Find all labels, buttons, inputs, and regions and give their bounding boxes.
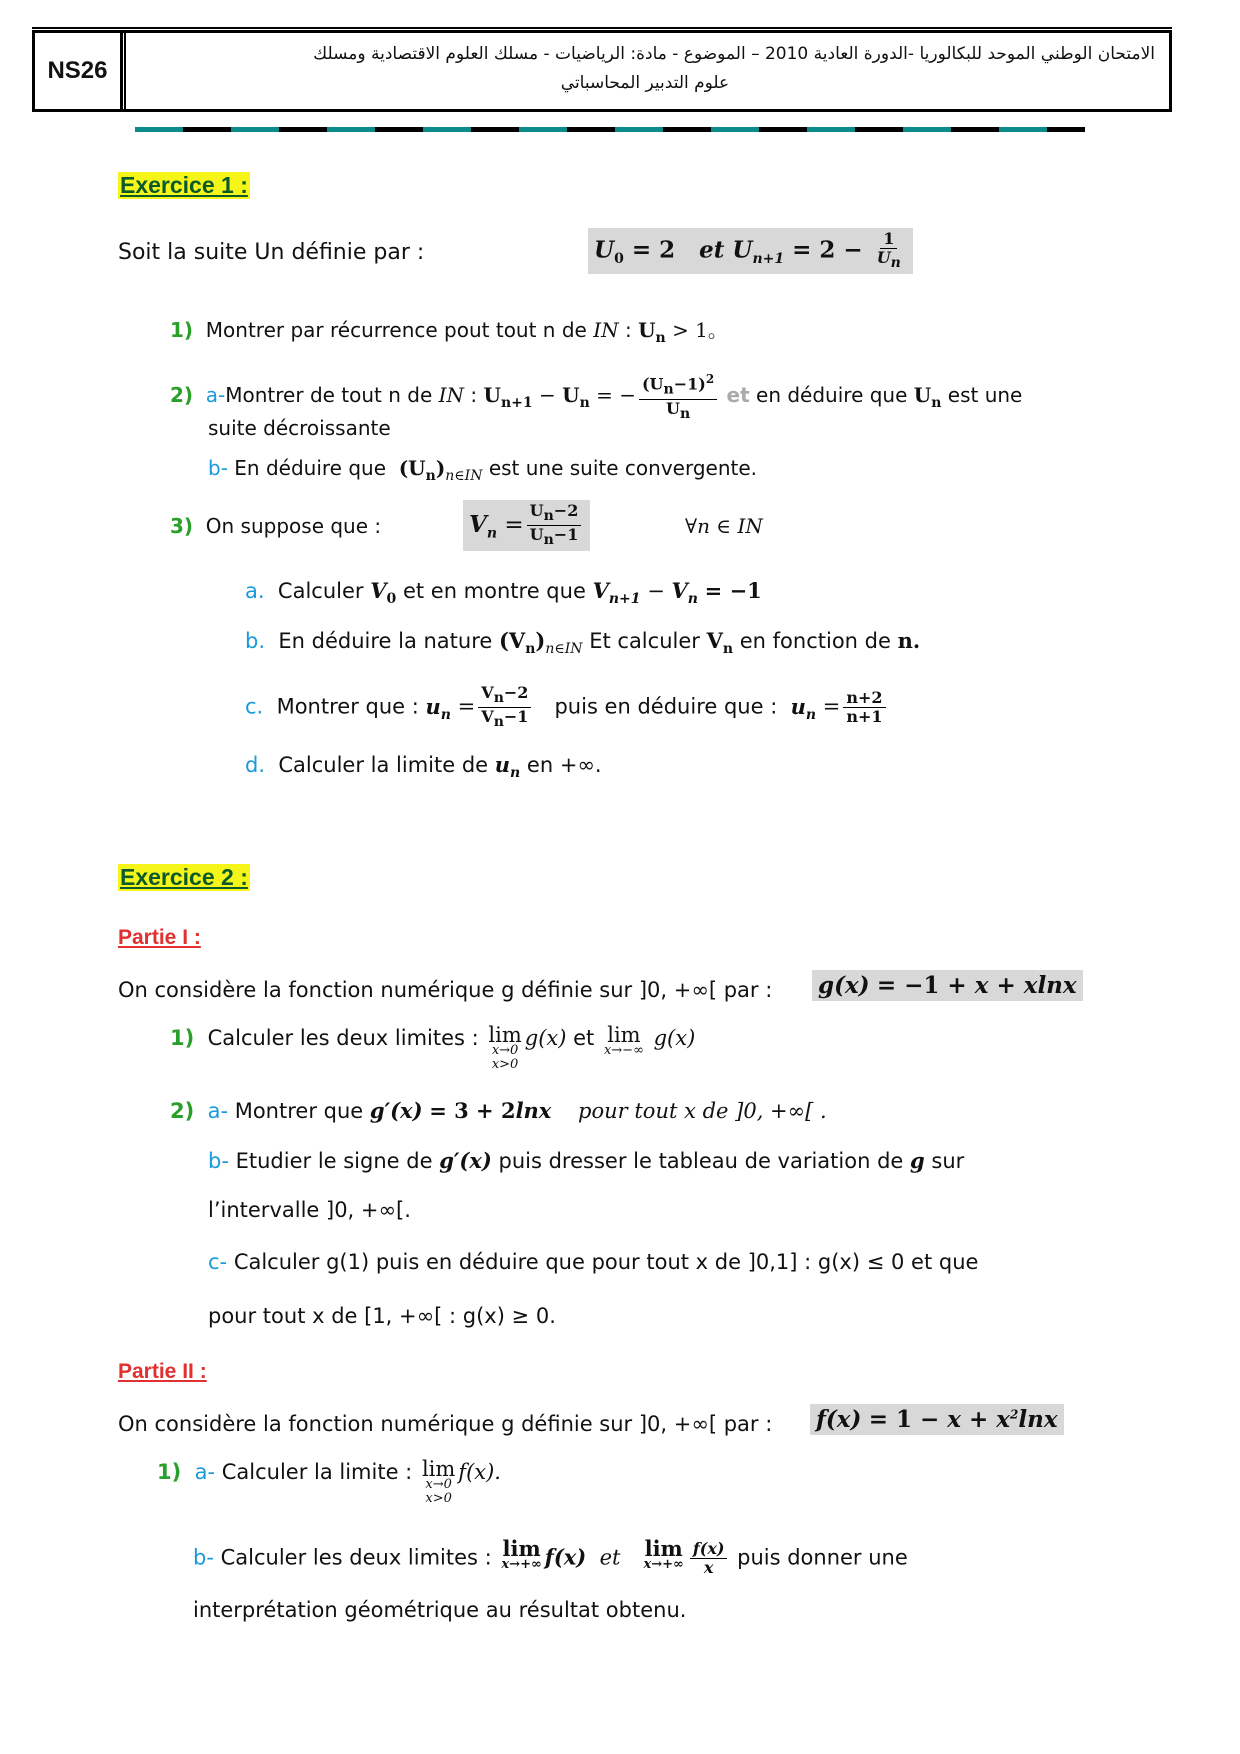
ex1-q2-number: 2) bbox=[170, 382, 194, 407]
exam-title-line1: الامتحان الوطني الموحد للبكالوريا -الدورة العادية 2010 – الموضوع - مادة: الرياضيات - مسلك العلوم الاقتصادية ومسلك bbox=[313, 44, 1155, 64]
ex1-q2a: 2) a-Montrer de tout n de IN : $U_{n+1} - U_n$ = − $\frac{(U_n-1)^2}{U_n}$ et en déduire que $U_n$ est une bbox=[170, 372, 1023, 422]
ex1-q3c-mid: puis en déduire que : bbox=[554, 694, 778, 719]
ex2-p2-q1b-text: Calculer les deux limites : bbox=[220, 1545, 492, 1570]
ex1-q3 bbox=[170, 514, 381, 538]
ex2-p2-q1a: 1) a- Calculer la limite : lim x→0 x>0 f(x). bbox=[157, 1457, 501, 1506]
exam-title-line2: علوم التدبير المحاسباتي bbox=[560, 73, 730, 93]
exercise-1-title: Exercice 1 : bbox=[120, 172, 248, 198]
header-separator bbox=[135, 127, 1085, 132]
ex2-p2-intro: On considère la fonction numérique g définie sur ]0, +∞[ par : bbox=[118, 1412, 773, 1436]
ex2-p1-q2b-text: Etudier le signe de bbox=[235, 1149, 433, 1173]
ex2-p1-q2a-end: pour tout x de ]0, +∞[ . bbox=[578, 1099, 827, 1123]
ex1-q3-text: On suppose que : bbox=[205, 514, 382, 538]
ex2-p2-q1a-label: a- bbox=[194, 1460, 216, 1484]
ex1-intro-text: Soit la suite Un définie par : bbox=[118, 240, 425, 265]
ex1-q3a: a. Calculer $V_0$ et en montre que $V_{n+1} - V_n = -1$ bbox=[245, 578, 762, 608]
ex2-p1-intro: On considère la fonction numérique g définie sur ]0, +∞[ par : bbox=[118, 978, 773, 1002]
ex2-p2-q1b-cont: interprétation géométrique au résultat obtenu. bbox=[193, 1598, 687, 1622]
ex2-p1-q1-number: 1) bbox=[170, 1026, 195, 1050]
ex2-p1-q2c-text: Calculer g(1) puis en déduire que pour tout x de ]0,1] : g(x) ≤ 0 et que bbox=[233, 1250, 979, 1274]
ex2-p1-q1-mid: et bbox=[573, 1026, 595, 1050]
ex1-q1-number: 1) bbox=[170, 318, 194, 342]
ex2-p2-q1b-label: b- bbox=[193, 1545, 214, 1570]
ex2-p2-q1a-text: Calculer la limite : bbox=[221, 1460, 413, 1484]
ex1-q2a-end: en déduire que bbox=[756, 382, 908, 407]
header-top-rule bbox=[32, 27, 1172, 29]
ex1-q3b-mid: Et calculer bbox=[589, 629, 700, 653]
ex1-q2a-text: Montrer de tout n de bbox=[225, 382, 433, 407]
ex1-q2b: b- En déduire que $(U_n)_{n\in IN}$ est une suite convergente. bbox=[208, 456, 758, 484]
ex1-q3d: d. Calculer la limite de $u_n$ en +∞. bbox=[245, 752, 602, 782]
ex2-p1-q2b-end: sur bbox=[931, 1149, 965, 1173]
ex1-q3b-end: en fonction de bbox=[739, 629, 891, 653]
ex1-q3-number: 3) bbox=[170, 514, 194, 538]
ex1-q3b: b. En déduire la nature $(V_n)_{n\in IN}$ Et calculer $V_n$ en fonction de n. bbox=[245, 628, 921, 658]
ex2-f-definition: $f(x) = 1 - x + x^2\ln x$ bbox=[810, 1404, 1064, 1435]
ex1-q3b-text: En déduire la nature bbox=[278, 629, 493, 653]
ex1-q2b-text: En déduire que bbox=[234, 456, 386, 480]
header-divider bbox=[124, 33, 126, 109]
ex1-q3d-end: en +∞. bbox=[526, 753, 602, 777]
ex1-vn-definition: $V_n$ = $\frac{U_n-2}{U_n-1}$ bbox=[463, 500, 590, 551]
ex1-q3-forall: ∀n ∈ IN bbox=[685, 514, 763, 538]
exam-header bbox=[32, 30, 1172, 112]
ex2-p1-q2c bbox=[208, 1250, 978, 1274]
ex1-q3c-text: Montrer que : bbox=[276, 694, 419, 719]
ex2-p1-q2b: b- Etudier le signe de g′(x) puis dresser le tableau de variation de g sur bbox=[208, 1148, 965, 1173]
ex2-p1-q2-number: 2) bbox=[170, 1099, 195, 1123]
ex1-q2b-end: est une suite convergente. bbox=[488, 456, 758, 480]
exercise-2-title: Exercice 2 : bbox=[120, 864, 248, 890]
ex1-q3a-text: Calculer bbox=[277, 579, 364, 603]
ex1-q3c: c. Montrer que : $u_n$ = $\frac{V_n-2}{V_n-1}$ puis en déduire que : $u_n$ = $\frac{n+2}{n+1}$ bbox=[245, 684, 889, 731]
ex1-q1-text: Montrer par récurrence pout tout n de bbox=[205, 318, 587, 342]
ex2-p1-q2a: 2) a- Montrer que g′(x) = 3 + 2lnx pour tout x de ]0, +∞[ . bbox=[170, 1098, 827, 1123]
ex1-q3d-label: d. bbox=[245, 753, 266, 777]
ex1-q2b-label: b- bbox=[208, 456, 228, 480]
ex2-partie-1-title: Partie I : bbox=[118, 926, 201, 949]
ex2-g-definition: g(x) = −1 + x + xlnx bbox=[812, 970, 1083, 1001]
ex2-p1-q2a-label: a- bbox=[207, 1099, 229, 1123]
ex2-p1-q2c-label: c- bbox=[208, 1250, 228, 1274]
ex1-q2a-end2: est une bbox=[947, 382, 1023, 407]
ex1-intro bbox=[118, 240, 424, 265]
ex1-q3d-text: Calculer la limite de bbox=[278, 753, 489, 777]
ex1-q3c-label: c. bbox=[245, 694, 264, 719]
ex2-p1-q2b-label: b- bbox=[208, 1149, 229, 1173]
ex1-q3a-mid: et en montre que bbox=[402, 579, 586, 603]
ex1-q2a-label: a- bbox=[205, 382, 226, 407]
ex2-p2-q1b: b- Calculer les deux limites : lim x→+∞ f(x) et lim x→+∞ $\frac{f(x)}{x}$ puis donner une bbox=[193, 1536, 908, 1577]
ex2-p1-q2c-cont: pour tout x de [1, +∞[ : g(x) ≥ 0. bbox=[208, 1304, 556, 1328]
ex1-q3a-label: a. bbox=[245, 579, 265, 603]
ex2-partie-2-title: Partie II : bbox=[118, 1360, 207, 1383]
ex2-p1-q2b-cont: l’intervalle ]0, +∞[. bbox=[208, 1198, 411, 1222]
ex1-q3b-label: b. bbox=[245, 629, 266, 653]
ex1-q2a-et: et bbox=[726, 382, 750, 407]
ex1-sequence-definition: $U_0 = 2$ et $U_{n+1} = 2$ − $\frac{1}{U_n}$ bbox=[588, 228, 913, 274]
ex2-p1-q1-text: Calculer les deux limites : bbox=[207, 1026, 479, 1050]
ex2-p2-q1-number: 1) bbox=[157, 1460, 182, 1484]
ex2-p2-q1b-end: puis donner une bbox=[737, 1545, 908, 1570]
ex1-q2a-cont: suite décroissante bbox=[208, 416, 391, 440]
ex2-p1-q2a-text: Montrer que bbox=[234, 1099, 364, 1123]
ex1-q1: 1) Montrer par récurrence pout tout n de IN : $U_n > 1$。 bbox=[170, 318, 728, 346]
exam-code: NS26 bbox=[35, 33, 123, 109]
ex2-p1-q1: 1) Calculer les deux limites : lim x→0 x>0 g(x) et lim x→−∞ g(x) bbox=[170, 1023, 696, 1072]
ex2-p1-q2b-mid: puis dresser le tableau de variation de bbox=[498, 1149, 904, 1173]
